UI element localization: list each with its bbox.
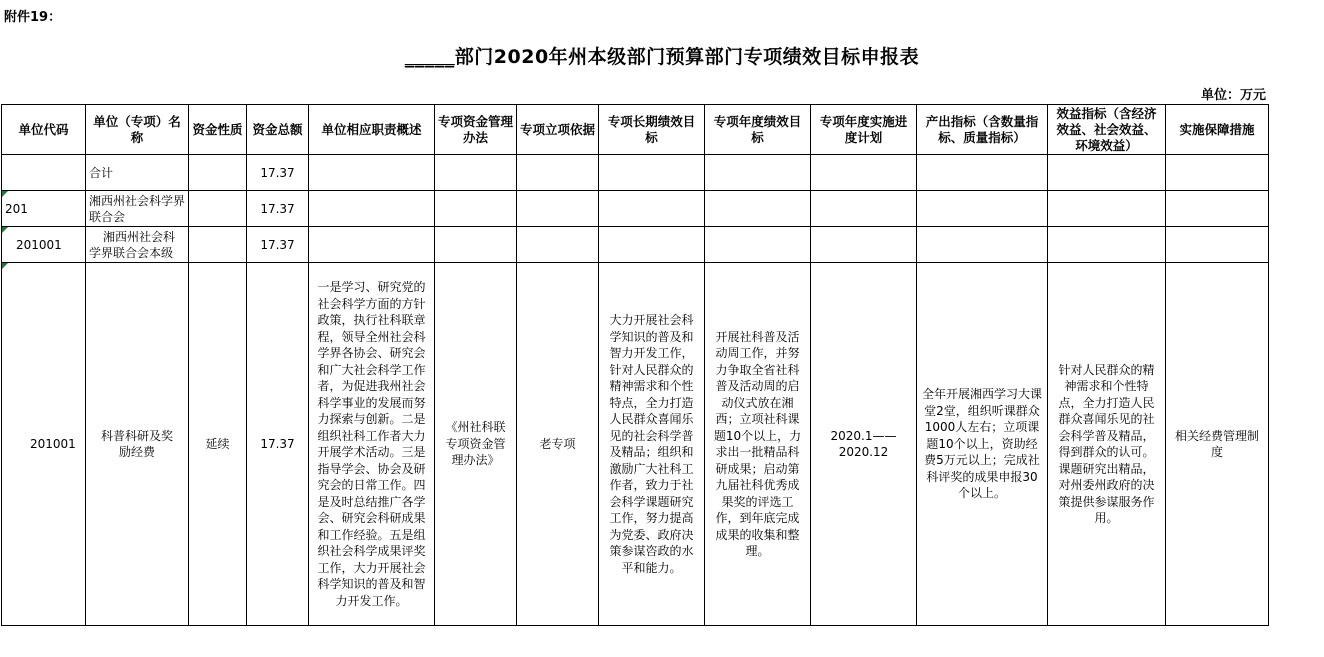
col-header: 专项立项依据 xyxy=(517,105,599,155)
col-header: 单位相应职责概述 xyxy=(309,105,435,155)
cell-amount: 17.37 xyxy=(247,227,309,263)
cell-code: 201001 xyxy=(2,263,86,626)
col-header: 实施保障措施 xyxy=(1166,105,1269,155)
col-header: 资金性质 xyxy=(189,105,247,155)
cell-nature xyxy=(189,227,247,263)
cell-nature xyxy=(189,155,247,191)
attachment-label: 附件19： xyxy=(4,10,62,25)
cell-long-goal: 大力开展社会科学知识的普及和智力开发工作，针对人民群众的精神需求和个性特点，全力打造人民群众喜闻乐见的社会科学普及精品；组织和激励广大社科工作者，致力于社会科学课题研究工作，努力提高为党委、政府决策参谋咨政的水平和能力。 xyxy=(599,263,705,626)
col-header: 资金总额 xyxy=(247,105,309,155)
cell-output: 全年开展湘西学习大课堂2堂，组织听课群众1000人左右；立项课题10个以上，资助经费5万元以上；完成社科评奖的成果申报30个以上。 xyxy=(917,263,1048,626)
cell-name: 科普科研及奖励经费 xyxy=(86,263,189,626)
title-blank: _____ xyxy=(404,46,455,68)
page-title xyxy=(0,42,1324,69)
col-header: 专项资金管理办法 xyxy=(435,105,517,155)
title-text: 部门2020年州本级部门预算部门专项绩效目标申报表 xyxy=(454,46,920,68)
unit-label: 单位：万元 xyxy=(1200,88,1266,103)
performance-table xyxy=(1,104,1269,626)
cell-code: 201 xyxy=(2,191,86,227)
cell-nature xyxy=(189,191,247,227)
table-row-201001 xyxy=(2,227,1269,263)
cell-name: 湘西州社会科学界联合会本级 xyxy=(86,227,189,263)
table-row-project xyxy=(2,263,1269,626)
cell-amount: 17.37 xyxy=(247,155,309,191)
cell-measures: 相关经费管理制度 xyxy=(1166,263,1269,626)
comment-marker-icon xyxy=(2,191,8,197)
cell-name: 合计 xyxy=(86,155,189,191)
col-header: 专项长期绩效目标 xyxy=(599,105,705,155)
table-row-total xyxy=(2,155,1269,191)
cell-amount: 17.37 xyxy=(247,191,309,227)
cell-code: 201001 xyxy=(2,227,86,263)
table-row-201 xyxy=(2,191,1269,227)
col-header: 单位（专项）名称 xyxy=(86,105,189,155)
col-header: 产出指标（含数量指标、质量指标） xyxy=(917,105,1048,155)
col-header: 单位代码 xyxy=(2,105,86,155)
comment-marker-icon xyxy=(2,263,8,269)
cell-name: 湘西州社会科学界联合会 xyxy=(86,191,189,227)
cell-basis: 老专项 xyxy=(517,263,599,626)
cell-amount: 17.37 xyxy=(247,263,309,626)
comment-marker-icon xyxy=(2,227,8,233)
cell-duties: 一是学习、研究党的社会科学方面的方针政策，执行社科联章程，领导全州社会科学界各协会、研究会和广大社会科学工作者，为促进我州社会科学事业的发展而努力探索与创新。二是组织社科工作者大力开展学术活动。三是指导学会、协会及研究会的日常工作。四是及时总结推广各学会、研究会科研成果和工作经验。五是组织社会科学成果评奖工作，大力开展社会科学知识的普及和智力开发工作。 xyxy=(309,263,435,626)
cell-annual-goal: 开展社科普及活动周工作，并努力争取全省社科普及活动周的启动仪式放在湘西；立项社科课题10个以上，力求出一批精品科研成果；启动第九届社科优秀成果奖的评选工作，到年底完成成果的收集和整理。 xyxy=(705,263,811,626)
cell-code xyxy=(2,155,86,191)
cell-nature: 延续 xyxy=(189,263,247,626)
header-row xyxy=(2,105,1269,155)
cell-benefit: 针对人民群众的精神需求和个性特点，全力打造人民群众喜闻乐见的社会科学普及精品，得到群众的认可。课题研究出精品，对州委州政府的决策提供参谋服务作用。 xyxy=(1048,263,1166,626)
col-header: 专项年度实施进度计划 xyxy=(811,105,917,155)
cell-schedule: 2020.1——2020.12 xyxy=(811,263,917,626)
col-header: 专项年度绩效目标 xyxy=(705,105,811,155)
cell-fund-rules: 《州社科联专项资金管理办法》 xyxy=(435,263,517,626)
col-header: 效益指标（含经济效益、社会效益、环境效益） xyxy=(1048,105,1166,155)
